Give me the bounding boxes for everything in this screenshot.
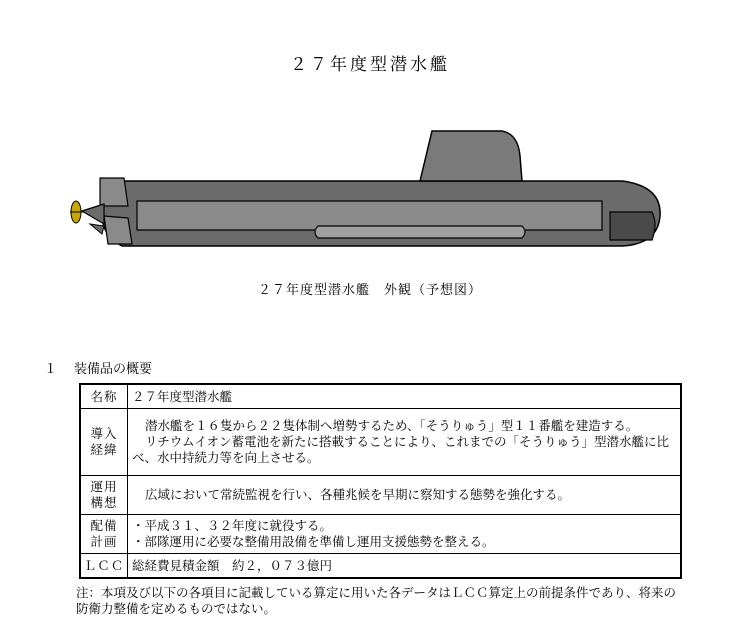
table-row-plan — [80, 515, 681, 554]
table-row-concept — [80, 476, 681, 515]
section-title: 装備品の概要 — [74, 362, 153, 377]
concept-text: 広域において常続監視を行い、各種兆候を早期に察知する態勢を強化する。 — [145, 487, 571, 502]
figure-caption: ２７年度型潜水艦 外観（予想図） — [257, 283, 482, 298]
plan-label-line-1: 配備 — [90, 518, 118, 533]
upper-tail-fin — [100, 178, 128, 206]
background-label — [80, 409, 128, 476]
background-paragraph-1 — [132, 418, 676, 434]
plan-label-line-2: 計画 — [90, 534, 118, 549]
background-paragraph-2 — [132, 434, 676, 466]
table-row-background — [80, 409, 681, 476]
tail-cone — [82, 204, 104, 224]
lcc-label: ＬＣＣ — [80, 554, 128, 579]
plan-text-2: ・部隊運用に必要な整備用設備を準備し運用支援態勢を整える。 — [132, 534, 495, 549]
equipment-outline-table — [79, 383, 682, 579]
name-value: ２７年度型潜水艦 — [128, 384, 682, 409]
keel-strip — [315, 226, 525, 238]
lower-tail-fin — [104, 216, 132, 244]
table-row-name — [80, 384, 681, 409]
side-fin — [90, 224, 104, 234]
sonar-dome — [610, 212, 655, 240]
concept-label-line-1: 運用 — [90, 479, 118, 494]
section-heading — [44, 358, 152, 377]
background-label-line-1: 導入 — [90, 426, 118, 441]
concept-label — [80, 476, 128, 515]
plan-content — [128, 515, 682, 554]
concept-label-line-2: 構想 — [90, 495, 118, 510]
lcc-text: 総経費見積金額 約２，０７３億円 — [128, 554, 682, 579]
background-label-line-2: 経緯 — [90, 442, 118, 457]
page-title: ２７年度型潜水艦 — [290, 55, 450, 75]
submarine-illustration — [62, 126, 662, 256]
section-number: １ — [44, 362, 58, 377]
concept-content — [128, 476, 682, 515]
submarine-sail — [420, 131, 522, 181]
table-row-lcc — [80, 554, 681, 579]
background-text-2: リチウムイオン蓄電池を新たに搭載することにより、これまでの「そうりゅう」型潜水艦に比べ、水中持続力等を向上させる。 — [132, 434, 670, 465]
plan-label — [80, 515, 128, 554]
background-content — [128, 409, 682, 476]
propeller-icon — [70, 201, 84, 223]
plan-text-1: ・平成３１、３２年度に就役する。 — [132, 518, 333, 533]
background-text-1: 潜水艦を１６隻から２２隻体制へ増勢するため、「そうりゅう」型１１番艦を建造する。 — [145, 418, 639, 433]
footnote: 注：本項及び以下の各項目に記載している算定に用いた各データはＬＣＣ算定上の前提条件であり、将来の防衛力整備を定めるものではない。 — [76, 585, 677, 616]
name-label: 名称 — [80, 384, 128, 409]
